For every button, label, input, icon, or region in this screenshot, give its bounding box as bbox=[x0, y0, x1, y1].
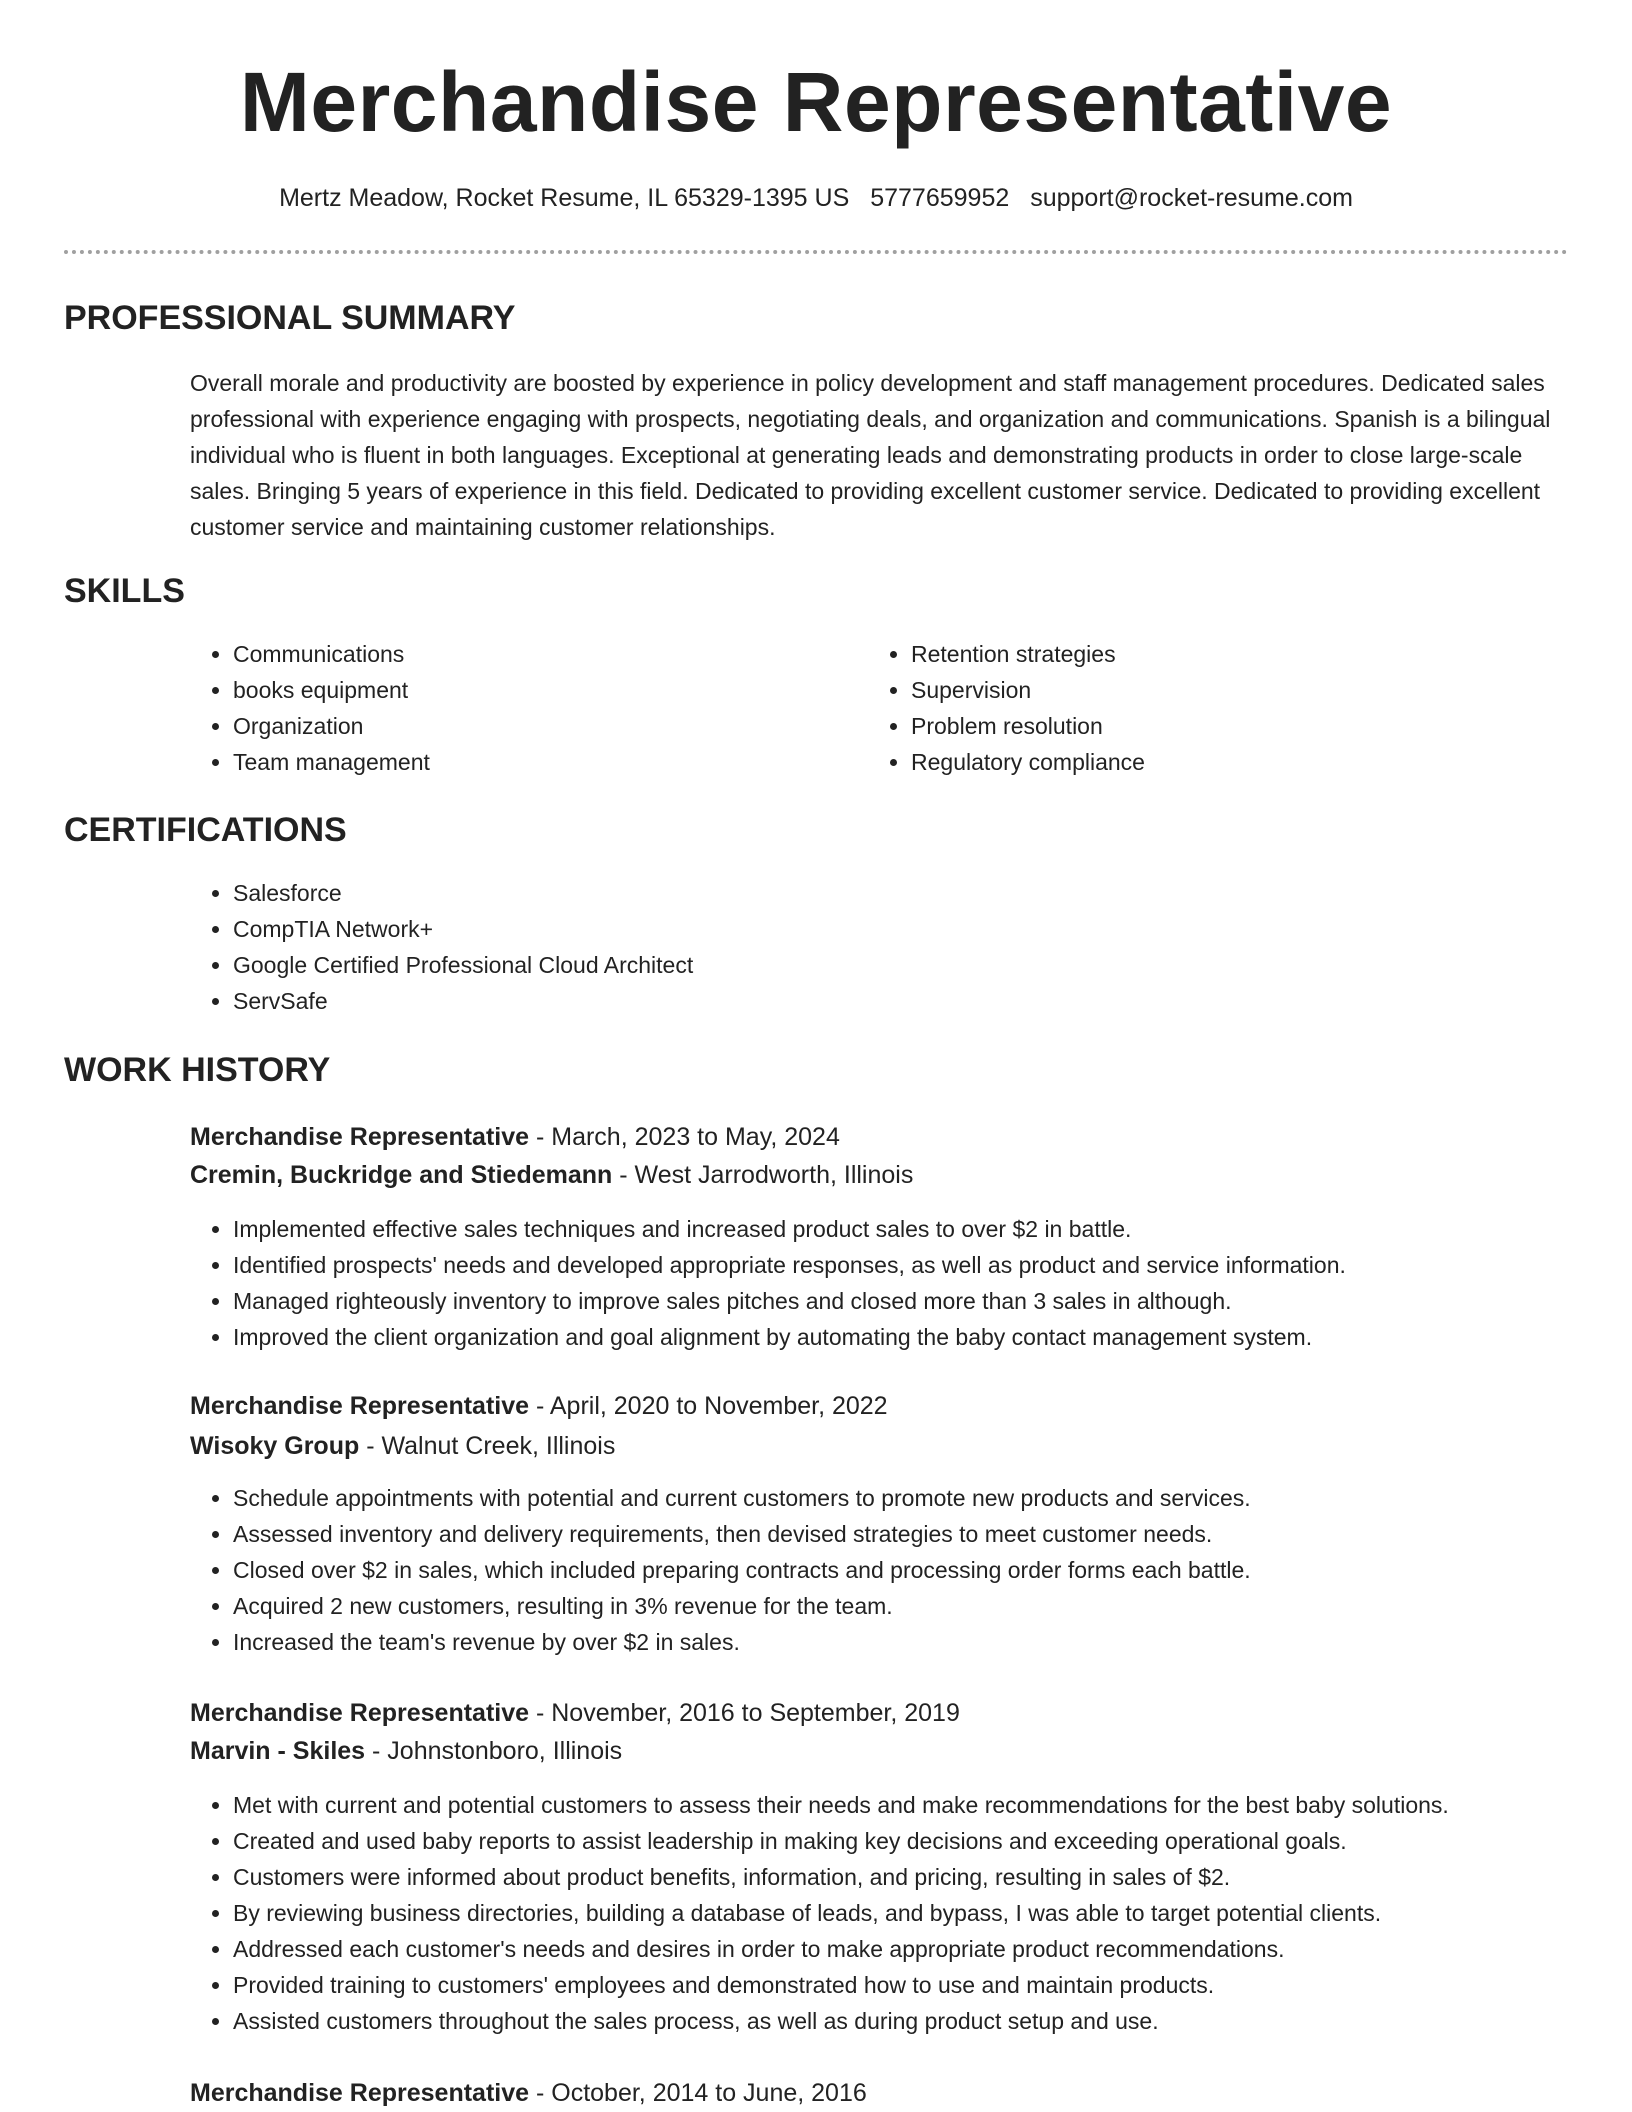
list-item: • Problem resolution bbox=[911, 708, 1531, 744]
list-item: • Created and used baby reports to assist leadership in making key decisions and exceeding operational goals. bbox=[233, 1823, 1632, 1859]
job-bullets bbox=[190, 1211, 1623, 1355]
list-item: • Schedule appointments with potential and current customers to promote new products and services. bbox=[233, 1480, 1623, 1516]
list-item: • ServSafe bbox=[233, 983, 1533, 1019]
list-item: • Managed righteously inventory to improve sales pitches and closed more than 3 sales in although. bbox=[233, 1283, 1623, 1319]
job-title-line bbox=[190, 1119, 840, 1155]
job-title-line bbox=[190, 1388, 888, 1424]
job-company-line bbox=[190, 1733, 622, 1769]
job-location: - Walnut Creek, Illinois bbox=[366, 1432, 616, 1460]
header-divider bbox=[64, 250, 1568, 254]
job-company-line bbox=[190, 1157, 913, 1193]
list-item: • Assessed inventory and delivery requirements, then devised strategies to meet customer needs. bbox=[233, 1516, 1623, 1552]
list-item: • Increased the team's revenue by over $2 in sales. bbox=[233, 1624, 1623, 1660]
summary-heading: PROFESSIONAL SUMMARY bbox=[64, 299, 516, 337]
list-item: • books equipment bbox=[233, 672, 853, 708]
contact-email: support@rocket-resume.com bbox=[1030, 184, 1353, 212]
list-item: • Salesforce bbox=[233, 875, 1533, 911]
job-bullets bbox=[190, 1480, 1623, 1660]
list-item: • Team management bbox=[233, 744, 853, 780]
job-bullets bbox=[190, 1787, 1632, 2039]
list-item: • Provided training to customers' employees and demonstrated how to use and maintain products. bbox=[233, 1967, 1632, 2003]
job-title: Merchandise Representative bbox=[190, 1392, 530, 1420]
list-item: • By reviewing business directories, building a database of leads, and bypass, I was able to target potential clients. bbox=[233, 1895, 1632, 1931]
list-item: • Identified prospects' needs and developed appropriate responses, as well as product and service information. bbox=[233, 1247, 1623, 1283]
job-company-line bbox=[190, 1428, 615, 1464]
job-dates: - October, 2014 to June, 2016 bbox=[535, 2079, 867, 2107]
list-item: • Acquired 2 new customers, resulting in 3% revenue for the team. bbox=[233, 1588, 1623, 1624]
summary-text: Overall morale and productivity are boosted by experience in policy development and staff management procedures. Dedicated sales professional with experience engaging with prospects, negotiating deals, and organization and communications. Spanish is a bilingual individual who is fluent in both languages. Exceptional at generating leads and demonstrating products in order to close large-scale sales. Bringing 5 years of experience in this field. Dedicated to providing excellent customer service. Dedicated to providing excellent customer service and maintaining customer relationships. bbox=[190, 370, 1551, 540]
job-location: - Johnstonboro, Illinois bbox=[372, 1737, 623, 1765]
list-item: • Improved the client organization and goal alignment by automating the baby contact management system. bbox=[233, 1319, 1623, 1355]
job-title: Merchandise Representative bbox=[190, 2079, 530, 2107]
skills-list-left bbox=[190, 636, 853, 780]
list-item: • Assisted customers throughout the sales process, as well as during product setup and use. bbox=[233, 2003, 1632, 2039]
job-dates: - November, 2016 to September, 2019 bbox=[535, 1699, 960, 1727]
list-item: • Retention strategies bbox=[911, 636, 1531, 672]
list-item: • Google Certified Professional Cloud Architect bbox=[233, 947, 1533, 983]
list-item: • Implemented effective sales techniques and increased product sales to over $2 in battle. bbox=[233, 1211, 1623, 1247]
list-item: • Customers were informed about product benefits, information, and pricing, resulting in sales of $2. bbox=[233, 1859, 1632, 1895]
list-item: • Addressed each customer's needs and desires in order to make appropriate product recommendations. bbox=[233, 1931, 1632, 1967]
job-title: Merchandise Representative bbox=[190, 1123, 530, 1151]
list-item: • Supervision bbox=[911, 672, 1531, 708]
list-item: • Regulatory compliance bbox=[911, 744, 1531, 780]
job-title: Merchandise Representative bbox=[190, 1699, 530, 1727]
certifications-heading: CERTIFICATIONS bbox=[64, 811, 347, 849]
contact-phone: 5777659952 bbox=[870, 184, 1010, 212]
list-item: • Organization bbox=[233, 708, 853, 744]
list-item: • Closed over $2 in sales, which included preparing contracts and processing order forms each battle. bbox=[233, 1552, 1623, 1588]
job-company: Wisoky Group bbox=[190, 1432, 360, 1460]
job-title-line bbox=[190, 1695, 960, 1731]
job-company: Cremin, Buckridge and Stiedemann bbox=[190, 1161, 613, 1189]
skills-heading: SKILLS bbox=[64, 572, 185, 610]
resume-title: Merchandise Representative bbox=[239, 55, 1393, 149]
list-item: • Met with current and potential customers to assess their needs and make recommendations for the best baby solutions. bbox=[233, 1787, 1632, 1823]
list-item: • CompTIA Network+ bbox=[233, 911, 1533, 947]
certifications-list bbox=[190, 875, 1533, 1019]
job-dates: - April, 2020 to November, 2022 bbox=[535, 1392, 888, 1420]
skills-list-right bbox=[868, 636, 1531, 780]
job-title-line bbox=[190, 2075, 867, 2111]
contact-address: Mertz Meadow, Rocket Resume, IL 65329-1395 US bbox=[279, 184, 850, 212]
job-location: - West Jarrodworth, Illinois bbox=[619, 1161, 914, 1189]
list-item: • Communications bbox=[233, 636, 853, 672]
job-company: Marvin - Skiles bbox=[190, 1737, 366, 1765]
contact-line bbox=[0, 180, 1632, 216]
work-history-heading: WORK HISTORY bbox=[64, 1051, 331, 1089]
job-dates: - March, 2023 to May, 2024 bbox=[535, 1123, 840, 1151]
